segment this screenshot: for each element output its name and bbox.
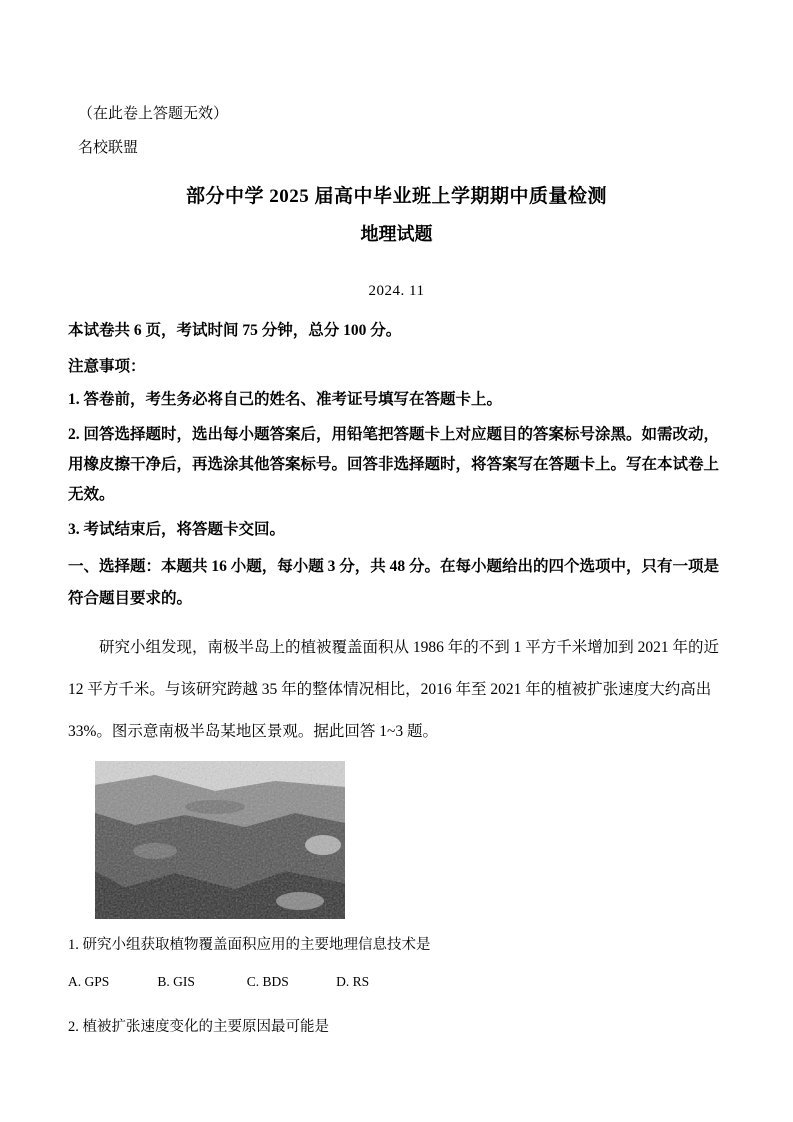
landscape-photo [95,761,345,919]
exam-title: 部分中学 2025 届高中毕业班上学期期中质量检测 [185,186,607,207]
notice-item-1: 1. 答卷前，考生务必将自己的姓名、准考证号填写在答题卡上。 [68,391,503,408]
exam-info-line: 本试卷共 6 页，考试时间 75 分钟，总分 100 分。 [68,322,402,339]
subject-title: 地理试题 [360,224,433,244]
question-1-option-a: A. GPS [68,974,110,989]
section-heading-choice: 一、选择题：本题共 16 小题，每小题 3 分，共 48 分。在每小题给出的四个选项中，只有一项是符合题目要求的。 [68,558,720,607]
school-league-label: 名校联盟 [78,140,139,156]
question-1-option-c: C. BDS [246,974,289,989]
notice-item-3: 3. 考试结束后，将答题卡交回。 [68,521,286,538]
exam-date: 2024. 11 [368,283,425,299]
question-1-option-b: B. GIS [157,974,195,989]
notice-heading: 注意事项： [68,358,146,375]
invalid-answer-note: （在此卷上答题无效） [78,106,229,122]
question-passage: 研究小组发现，南极半岛上的植被覆盖面积从 1986 年的不到 1 平方千米增加到 2021 年的近 12 平方千米。与该研究跨越 35 年的整体情况相比，2016 年至 2021 年的植被扩张速度大约高出 33%。图示意南极半岛某地区景观。据此回答 1~3 题。 [68,639,720,740]
notice-item-2: 2. 回答选择题时，选出每小题答案后，用铅笔把答题卡上对应题目的答案标号涂黑。如需改动，用橡皮擦干净后，再选涂其他答案标号。回答非选择题时，将答案写在答题卡上。写在本试卷上无效。 [68,426,720,503]
question-1-options [68,971,725,993]
question-2-stem: 2. 植被扩张速度变化的主要原因最可能是 [68,1019,329,1035]
antarctic-landscape-image [95,761,345,919]
question-1-stem: 1. 研究小组获取植物覆盖面积应用的主要地理信息技术是 [68,937,431,953]
question-1-option-d: D. RS [336,974,370,989]
